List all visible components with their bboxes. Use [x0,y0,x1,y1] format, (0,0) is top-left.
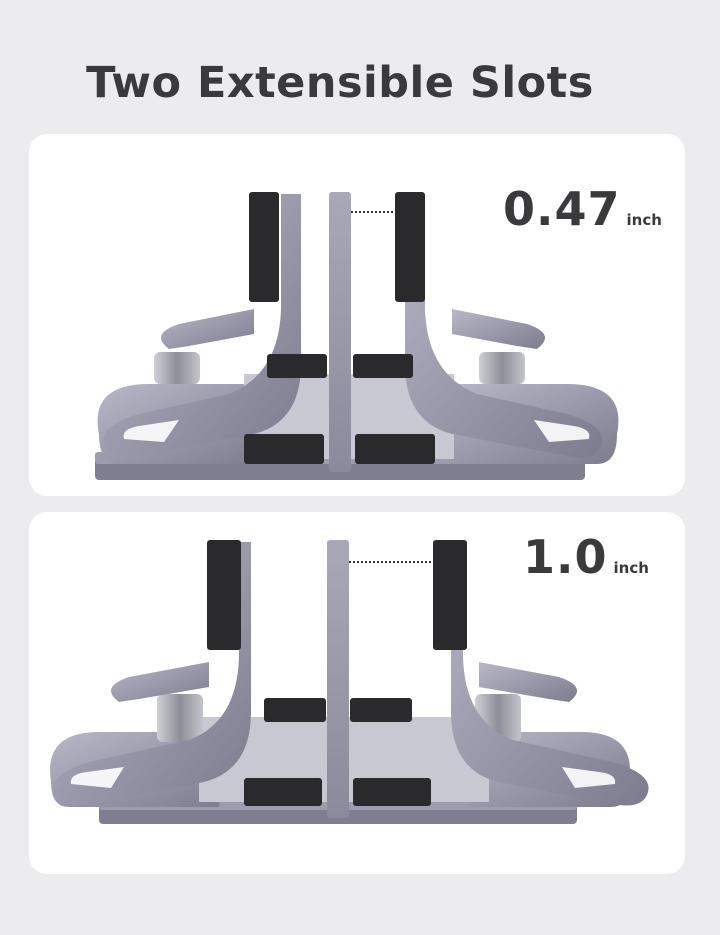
center-divider [329,192,351,472]
slot-width-wide [523,530,649,584]
left-pad [207,540,241,650]
slot-width-value: 0.47 [503,182,621,236]
page-title: Two Extensible Slots [86,58,594,108]
slot-width-value: 1.0 [523,530,608,584]
knob-left [157,694,203,742]
slot-card-narrow [29,134,685,496]
slot-width-narrow [503,182,662,236]
right-pad [395,192,425,302]
center-divider [327,540,349,818]
right-pad [433,540,467,650]
slot-card-wide [29,512,685,874]
slot-width-unit: inch [613,559,649,577]
left-pad [249,192,279,302]
knob-right [479,352,525,384]
slot-width-unit: inch [626,211,662,229]
knob-left [154,352,200,384]
